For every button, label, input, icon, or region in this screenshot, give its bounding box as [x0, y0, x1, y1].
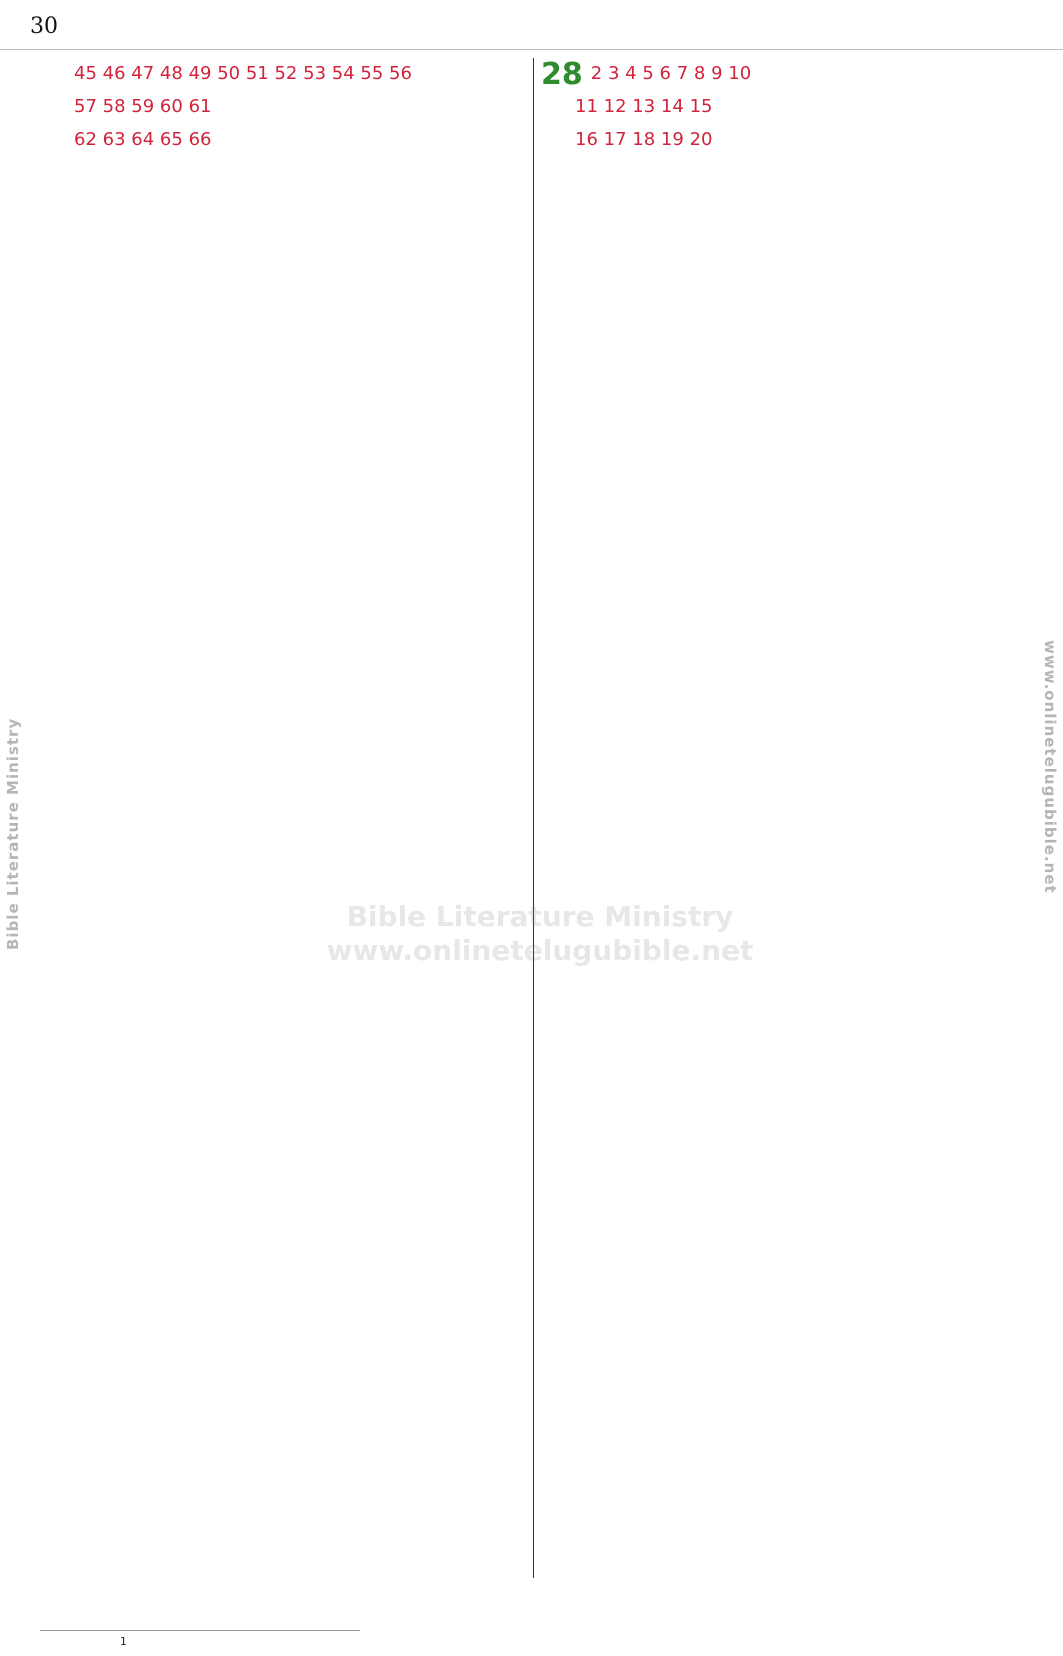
verse-number: 59 [131, 95, 155, 117]
verse-number: 19 [660, 128, 684, 150]
verse-number: 49 [188, 63, 212, 84]
verse-number: 53 [303, 63, 327, 84]
verse-number: 48 [159, 63, 183, 84]
page-header [0, 0, 1063, 50]
verse-number: 10 [728, 63, 752, 84]
verse-number: 3 [607, 63, 620, 84]
verse-number: 55 [360, 63, 384, 84]
verse-number: 51 [245, 63, 269, 84]
column-divider [533, 58, 534, 1578]
verse-number: 62 [74, 128, 97, 150]
verse-number: 13 [632, 95, 656, 117]
footnote-divider [40, 1630, 360, 1631]
verse-number: 57 [74, 95, 97, 117]
verse-paragraph [40, 58, 536, 91]
verse-number: 45 [74, 63, 97, 84]
verse-number: 63 [102, 128, 126, 150]
verse-number: 66 [188, 128, 212, 150]
watermark-right: www.onlinetelugubible.net [1041, 640, 1059, 894]
verse-number: 6 [659, 63, 671, 84]
verse-number: 61 [188, 95, 212, 117]
verse-number: 17 [603, 128, 627, 150]
verse-number: 12 [603, 95, 627, 117]
verse-number: 65 [159, 128, 183, 150]
footnote-marker: 1 [120, 1635, 127, 1648]
center-watermark-line2: www.onlinetelugubible.net [326, 934, 754, 967]
verse-number: 60 [159, 95, 183, 117]
verse-number: 4 [625, 63, 637, 84]
verse-paragraph [541, 124, 1037, 157]
verse-paragraph [40, 124, 536, 157]
verse-number: 50 [217, 63, 241, 84]
verse-number: 58 [102, 95, 126, 117]
watermark-left: Bible Literature Ministry [4, 717, 22, 950]
center-watermark-line1: Bible Literature Ministry [346, 900, 734, 933]
footnote [120, 1633, 1020, 1656]
verse-number: 56 [389, 63, 412, 84]
verse-number: 14 [660, 95, 684, 117]
verse-number: 5 [642, 63, 654, 84]
verse-number: 7 [676, 63, 689, 84]
right-column [541, 58, 1037, 1574]
verse-number: 11 [575, 95, 598, 117]
verse-number: 18 [632, 128, 656, 150]
verse-number: 20 [689, 128, 713, 150]
verse-number: 52 [274, 63, 298, 84]
verse-paragraph [40, 91, 536, 124]
verse-number: 54 [331, 63, 355, 84]
verse-number: 46 [102, 63, 126, 84]
verse-number: 47 [131, 63, 155, 84]
verse-paragraph [541, 58, 1037, 91]
verse-number: 15 [689, 95, 713, 117]
verse-number: 2 [590, 63, 603, 84]
verse-number: 9 [711, 63, 723, 84]
verse-paragraph [541, 91, 1037, 124]
verse-number: 16 [575, 128, 598, 150]
page-number: 30 [30, 14, 58, 39]
verse-number: 8 [693, 63, 706, 84]
chapter-number: 28 [541, 57, 583, 92]
verse-number: 64 [131, 128, 155, 150]
left-column [40, 58, 536, 1574]
